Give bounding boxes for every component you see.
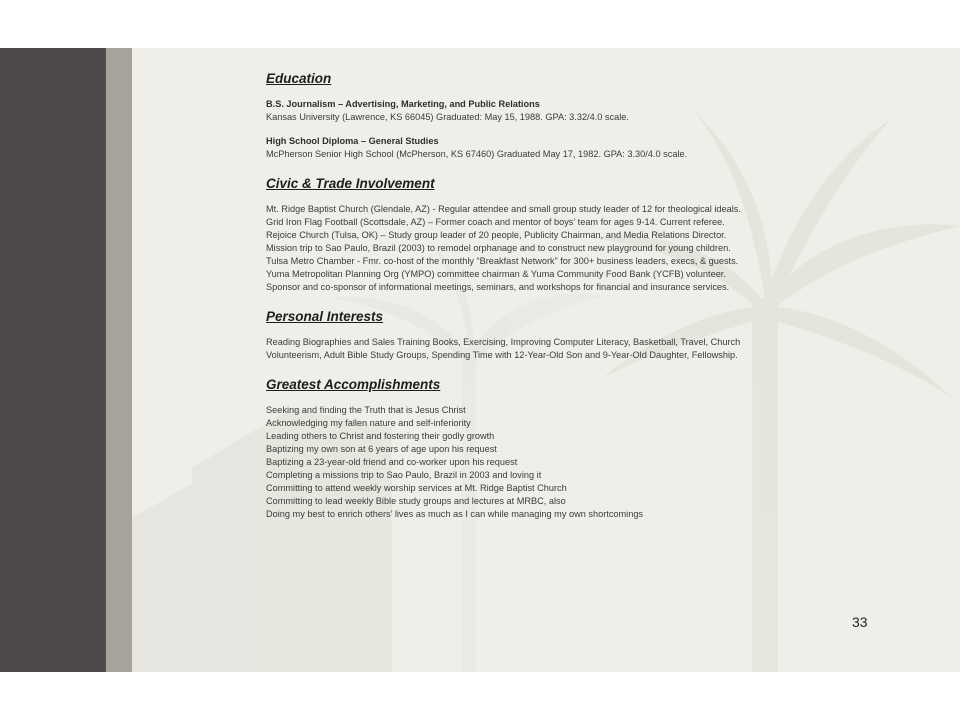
accomplishment-item: Leading others to Christ and fostering their godly growth [266, 431, 495, 441]
accomplishment-item: Acknowledging my fallen nature and self-inferiority [266, 418, 471, 428]
interests-heading: Personal Interests [266, 309, 384, 324]
civic-item: Sponsor and co-sponsor of informational meetings, seminars, and workshops for financial and insurance services. [266, 282, 730, 292]
civic-item: Mission trip to Sao Paulo, Brazil (2003) to remodel orphanage and to construct new playground for young children. [266, 243, 731, 253]
civic-item: Mt. Ridge Baptist Church (Glendale, AZ) - Regular attendee and small group study leader of 12 for theological ideals. [266, 204, 741, 214]
accomplishments-heading: Greatest Accomplishments [266, 377, 441, 392]
accomplishment-item: Committing to lead weekly Bible study groups and lectures at MRBC, also [266, 496, 566, 506]
civic-item: Yuma Metropolitan Planning Org (YMPO) committee chairman & Yuma Community Food Bank (YCFB) volunteer. [266, 269, 726, 279]
education-heading: Education [266, 71, 332, 86]
civic-heading: Civic & Trade Involvement [266, 176, 435, 191]
interests-line: Volunteerism, Adult Bible Study Groups, Spending Time with 12-Year-Old Son and 9-Year-Old Daughter, Fellowship. [266, 350, 738, 360]
degree-title: B.S. Journalism – Advertising, Marketing, and Public Relations [266, 99, 540, 109]
accomplishment-item: Committing to attend weekly worship services at Mt. Ridge Baptist Church [266, 483, 567, 493]
interests-line: Reading Biographies and Sales Training Books, Exercising, Improving Computer Literacy, Basketball, Travel, Church [266, 337, 741, 347]
left-accent-bar [106, 48, 132, 672]
diploma-title: High School Diploma – General Studies [266, 136, 439, 146]
page-number: 33 [852, 614, 868, 630]
accomplishment-item: Doing my best to enrich others’ lives as much as I can while managing my own shortcomings [266, 509, 644, 519]
accomplishment-item: Seeking and finding the Truth that is Jesus Christ [266, 405, 466, 415]
diploma-detail: McPherson Senior High School (McPherson, KS 67460) Graduated May 17, 1982. GPA: 3.30/4.0 scale. [266, 149, 688, 159]
civic-item: Tulsa Metro Chamber - Fmr. co-host of the monthly “Breakfast Network” for 300+ business leaders, execs, & guests. [266, 256, 739, 266]
accomplishment-item: Completing a missions trip to Sao Paulo, Brazil in 2003 and loving it [266, 470, 542, 480]
left-dark-bar [0, 48, 106, 672]
civic-item: Rejoice Church (Tulsa, OK) – Study group leader of 20 people, Publicity Chairman, and Media Relations Director. [266, 230, 727, 240]
degree-detail: Kansas University (Lawrence, KS 66045) Graduated: May 15, 1988. GPA: 3.32/4.0 scale. [266, 112, 629, 122]
accomplishment-item: Baptizing my own son at 6 years of age upon his request [266, 444, 497, 454]
resume-content [266, 70, 866, 521]
accomplishment-item: Baptizing a 23-year-old friend and co-worker upon his request [266, 457, 518, 467]
civic-item: Grid Iron Flag Football (Scottsdale, AZ) – Former coach and mentor of boys’ team for ages 9-14. Current referee. [266, 217, 725, 227]
